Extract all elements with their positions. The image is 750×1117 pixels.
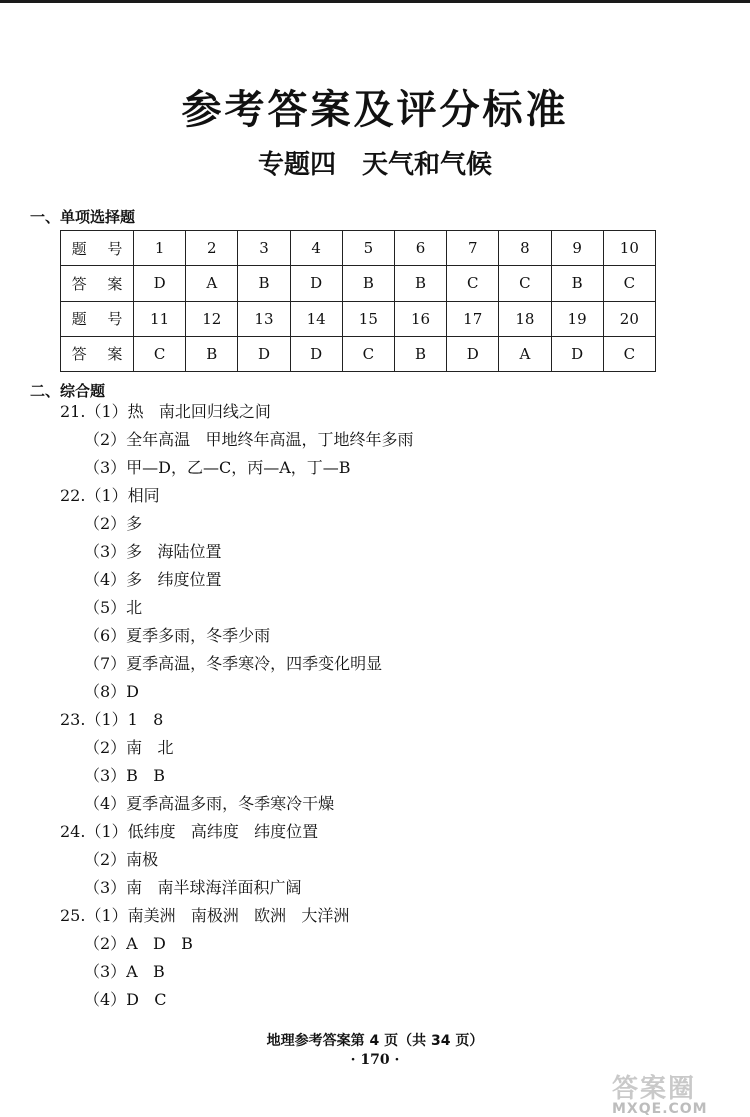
table-cell: 14	[290, 301, 342, 336]
answer-line: （2）南极	[84, 850, 159, 869]
table-cell: D	[290, 266, 342, 301]
row-label-number: 题 号	[61, 231, 134, 266]
table-cell: 1	[134, 231, 186, 266]
table-cell: 2	[186, 231, 238, 266]
table-cell: 8	[499, 231, 551, 266]
answer-line: （6）夏季多雨，冬季少雨	[84, 626, 271, 645]
answer-line: （2）A D B	[84, 934, 193, 953]
table-cell: 12	[186, 301, 238, 336]
row-label-answer: 答 案	[61, 336, 134, 371]
table-cell: 13	[238, 301, 290, 336]
watermark-logo	[612, 1068, 742, 1117]
table-cell: 4	[290, 231, 342, 266]
table-cell: 11	[134, 301, 186, 336]
table-cell: A	[186, 266, 238, 301]
row-label-number: 题 号	[61, 301, 134, 336]
section-heading-comprehensive: 二、综合题	[30, 382, 106, 400]
answer-line: 21.（1）热 南北回归线之间	[60, 402, 271, 421]
topic-number: 专题四	[257, 150, 336, 180]
page-title: 参考答案及评分标准	[181, 87, 569, 133]
table-row	[61, 266, 656, 301]
page-number: · 170 ·	[350, 1052, 400, 1068]
answer-line: （4）D C	[84, 990, 167, 1009]
table-cell: C	[603, 336, 655, 371]
table-cell: A	[499, 336, 551, 371]
answer-line: 25.（1）南美洲 南极洲 欧洲 大洋洲	[60, 906, 350, 925]
answer-line: （4）夏季高温多雨，冬季寒冷干燥	[84, 794, 335, 813]
table-cell: B	[186, 336, 238, 371]
answer-line: （4）多 纬度位置	[84, 570, 222, 589]
answer-line: （3）B B	[84, 766, 165, 785]
table-row	[61, 231, 656, 266]
watermark-text-bottom: MXQE.COM	[612, 1101, 708, 1117]
table-row	[61, 301, 656, 336]
topic-name: 天气和气候	[362, 150, 493, 180]
table-cell: 9	[551, 231, 603, 266]
answer-line: （2）多	[84, 514, 143, 533]
answer-line: （5）北	[84, 598, 143, 617]
answer-line: （3）南 南半球海洋面积广阔	[84, 878, 302, 897]
watermark-text-top: 答案圈	[612, 1074, 697, 1104]
table-cell: D	[134, 266, 186, 301]
table-cell: 7	[447, 231, 499, 266]
table-cell: 10	[603, 231, 655, 266]
table-cell: B	[394, 336, 446, 371]
table-cell: B	[551, 266, 603, 301]
top-border-line	[0, 0, 750, 3]
page-subtitle	[0, 144, 750, 181]
answer-line: （7）夏季高温，冬季寒冷，四季变化明显	[84, 654, 383, 673]
table-cell: C	[603, 266, 655, 301]
answer-line: （8）D	[84, 682, 140, 701]
table-cell: D	[238, 336, 290, 371]
answer-line: （2）全年高温 甲地终年高温，丁地终年多雨	[84, 430, 414, 449]
table-cell: 20	[603, 301, 655, 336]
table-cell: C	[447, 266, 499, 301]
table-cell: B	[342, 266, 394, 301]
table-cell: 16	[394, 301, 446, 336]
table-cell: 5	[342, 231, 394, 266]
table-cell: 15	[342, 301, 394, 336]
answer-line: （3）甲—D，乙—C，丙—A，丁—B	[84, 458, 351, 477]
table-cell: 18	[499, 301, 551, 336]
table-cell: C	[134, 336, 186, 371]
table-cell: C	[499, 266, 551, 301]
section-heading-multiple-choice: 一、单项选择题	[30, 208, 136, 226]
row-label-answer: 答 案	[61, 266, 134, 301]
answer-table	[60, 230, 656, 372]
table-cell: 19	[551, 301, 603, 336]
answer-line: 23.（1）1 8	[60, 710, 164, 729]
table-cell: 6	[394, 231, 446, 266]
table-cell: C	[342, 336, 394, 371]
table-cell: B	[238, 266, 290, 301]
answer-line: 22.（1）相同	[60, 486, 160, 505]
table-cell: D	[447, 336, 499, 371]
answer-line: 24.（1）低纬度 高纬度 纬度位置	[60, 822, 319, 841]
table-cell: D	[551, 336, 603, 371]
table-cell: B	[394, 266, 446, 301]
table-cell: 17	[447, 301, 499, 336]
answer-line: （2）南 北	[84, 738, 174, 757]
table-cell: D	[290, 336, 342, 371]
answer-line: （3）多 海陆位置	[84, 542, 222, 561]
table-cell: 3	[238, 231, 290, 266]
answer-line: （3）A B	[84, 962, 165, 981]
page-footer: 地理参考答案第 4 页（共 34 页）	[266, 1033, 484, 1049]
table-row	[61, 336, 656, 371]
